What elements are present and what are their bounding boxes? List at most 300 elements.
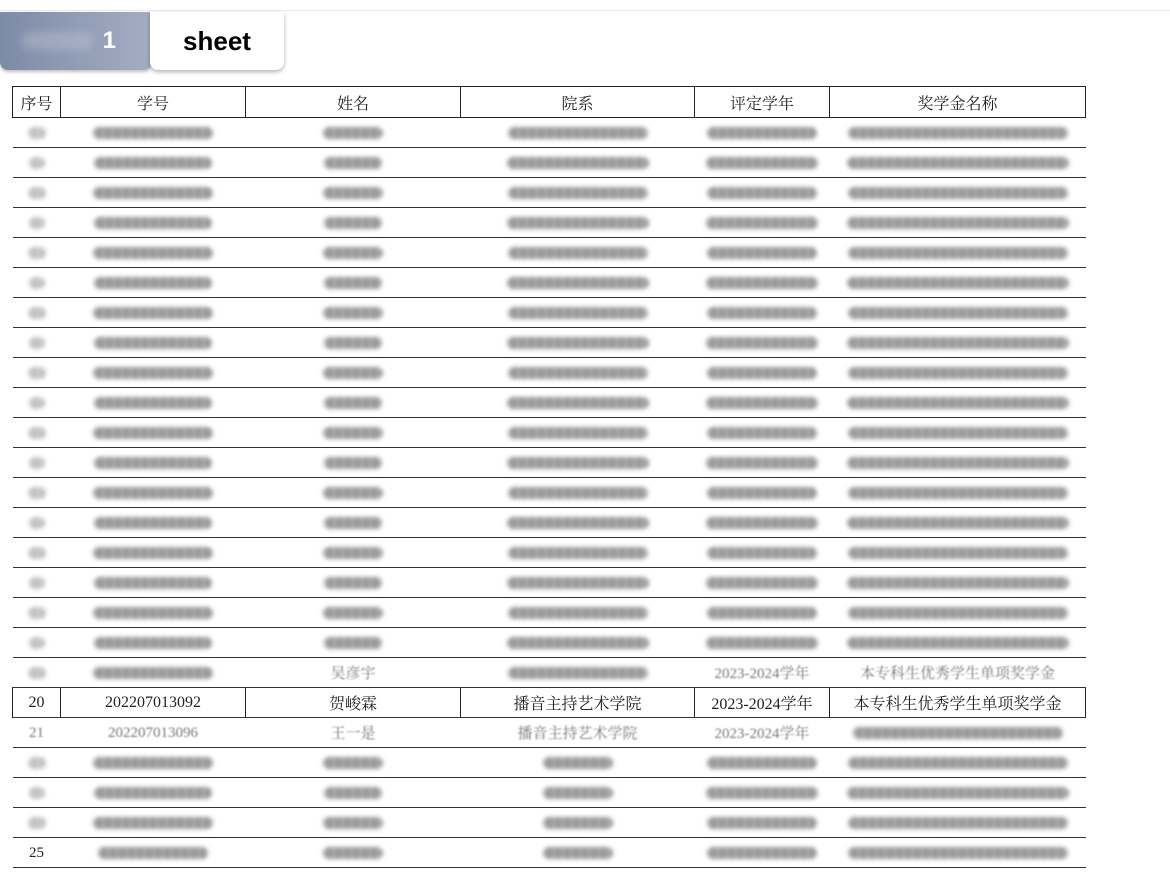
cell-department[interactable] <box>461 598 695 628</box>
cell-name[interactable] <box>246 358 461 388</box>
cell-name[interactable] <box>246 148 461 178</box>
cell-index[interactable] <box>13 538 61 568</box>
redacted-text <box>706 577 818 589</box>
cell-index[interactable]: 21 <box>13 718 61 748</box>
cell-index[interactable] <box>13 748 61 778</box>
cell-name[interactable] <box>246 388 461 418</box>
cell-name[interactable] <box>246 598 461 628</box>
cell-student-id[interactable] <box>61 508 246 538</box>
table-row[interactable] <box>13 508 1086 538</box>
cell-award[interactable] <box>830 808 1086 838</box>
table-row[interactable] <box>13 658 1086 688</box>
redacted-text <box>94 637 212 649</box>
cell-department[interactable] <box>461 208 695 238</box>
cell-student-id[interactable] <box>61 838 246 868</box>
cell-department[interactable] <box>461 568 695 598</box>
cell-student-id[interactable] <box>61 148 246 178</box>
redacted-text <box>94 577 212 589</box>
cell-award[interactable] <box>830 298 1086 328</box>
table-row[interactable] <box>13 358 1086 388</box>
redacted-text <box>93 427 213 439</box>
header-department[interactable]: 院系 <box>461 87 695 118</box>
table-row[interactable] <box>13 328 1086 358</box>
redacted-text <box>94 337 212 349</box>
redacted-text <box>848 307 1068 319</box>
cell-award[interactable] <box>830 328 1086 358</box>
cell-year[interactable]: 2023-2024学年 <box>695 718 830 748</box>
redacted-text <box>507 397 649 409</box>
cell-year[interactable] <box>695 808 830 838</box>
cell-department[interactable] <box>461 448 695 478</box>
table-row[interactable] <box>13 838 1086 868</box>
redacted-text <box>706 517 818 529</box>
cell-student-id[interactable] <box>61 778 246 808</box>
cell-award[interactable] <box>830 748 1086 778</box>
redacted-text <box>29 277 45 289</box>
redacted-text <box>93 367 213 379</box>
table-row[interactable] <box>13 538 1086 568</box>
redacted-text <box>847 577 1069 589</box>
redacted-text <box>323 307 383 319</box>
redacted-text <box>847 277 1069 289</box>
table-row[interactable] <box>13 478 1086 508</box>
table-row[interactable] <box>13 718 1086 748</box>
redacted-text <box>847 337 1069 349</box>
redacted-text <box>29 337 45 349</box>
cell-name[interactable] <box>246 838 461 868</box>
cell-year[interactable] <box>695 478 830 508</box>
cell-index[interactable] <box>13 508 61 538</box>
redacted-text <box>93 487 213 499</box>
cell-department[interactable] <box>461 148 695 178</box>
redacted-text <box>848 607 1068 619</box>
cell-award[interactable] <box>830 148 1086 178</box>
redacted-text <box>324 277 382 289</box>
cell-name[interactable] <box>246 568 461 598</box>
cell-index[interactable] <box>13 298 61 328</box>
redacted-text <box>543 757 613 769</box>
header-award[interactable]: 奖学金名称 <box>830 87 1086 118</box>
cell-name[interactable] <box>246 208 461 238</box>
cell-name[interactable] <box>246 748 461 778</box>
redacted-text <box>28 757 46 769</box>
cell-index[interactable] <box>13 808 61 838</box>
redacted-text <box>323 427 383 439</box>
redacted-text <box>323 547 383 559</box>
redacted-text <box>707 607 817 619</box>
cell-student-id[interactable] <box>61 808 246 838</box>
table-row[interactable] <box>13 628 1086 658</box>
cell-year[interactable] <box>695 358 830 388</box>
redacted-text <box>847 637 1069 649</box>
cell-student-id[interactable] <box>61 568 246 598</box>
redacted-text <box>28 547 46 559</box>
cell-department[interactable]: 播音主持艺术学院 <box>461 688 695 718</box>
cell-department[interactable] <box>461 778 695 808</box>
tab-redaction <box>22 32 92 50</box>
redacted-text <box>848 187 1068 199</box>
cell-year[interactable]: 2023-2024学年 <box>695 688 830 718</box>
header-row <box>13 87 1086 118</box>
redacted-text <box>323 607 383 619</box>
redacted-text <box>706 217 818 229</box>
redacted-text <box>324 217 382 229</box>
redacted-text <box>93 757 213 769</box>
redacted-text <box>543 787 613 799</box>
redacted-text <box>28 487 46 499</box>
redacted-text <box>707 247 817 259</box>
redacted-text <box>508 547 648 559</box>
table-row[interactable] <box>13 418 1086 448</box>
cell-department[interactable] <box>461 538 695 568</box>
header-year[interactable]: 评定学年 <box>695 87 830 118</box>
tab-label: 1 <box>102 27 116 54</box>
cell-award[interactable] <box>830 268 1086 298</box>
redacted-text <box>507 577 649 589</box>
cell-year[interactable] <box>695 448 830 478</box>
cell-year[interactable] <box>695 538 830 568</box>
redacted-text <box>508 367 648 379</box>
cell-name[interactable]: 吴彦宇 <box>246 658 461 688</box>
redacted-text <box>507 517 649 529</box>
cell-year[interactable] <box>695 838 830 868</box>
cell-student-id[interactable] <box>61 208 246 238</box>
redacted-text <box>93 607 213 619</box>
redacted-text <box>29 217 45 229</box>
redacted-text <box>29 517 45 529</box>
redacted-text <box>324 577 382 589</box>
table-row[interactable] <box>13 808 1086 838</box>
cell-year[interactable] <box>695 418 830 448</box>
table-row[interactable] <box>13 208 1086 238</box>
cell-year[interactable] <box>695 568 830 598</box>
cell-name[interactable] <box>246 778 461 808</box>
header-index[interactable]: 序号 <box>13 87 61 118</box>
cell-index[interactable] <box>13 418 61 448</box>
cell-student-id[interactable] <box>61 238 246 268</box>
cell-award[interactable] <box>830 778 1086 808</box>
top-divider <box>0 10 1170 11</box>
cell-department[interactable] <box>461 178 695 208</box>
redacted-text <box>29 397 45 409</box>
redacted-text <box>28 607 46 619</box>
header-student-id[interactable]: 学号 <box>61 87 246 118</box>
redacted-text <box>508 487 648 499</box>
cell-name[interactable] <box>246 118 461 148</box>
redacted-text <box>706 637 818 649</box>
redacted-text <box>507 157 649 169</box>
redacted-text <box>94 397 212 409</box>
sheet-tab-bar <box>0 12 300 70</box>
redacted-text <box>507 337 649 349</box>
redacted-text <box>94 787 212 799</box>
cell-name[interactable] <box>246 478 461 508</box>
redacted-text <box>324 637 382 649</box>
cell-department[interactable] <box>461 298 695 328</box>
scholarship-table <box>12 86 1085 868</box>
cell-name[interactable] <box>246 238 461 268</box>
cell-name[interactable]: 王一是 <box>246 718 461 748</box>
redacted-text <box>28 127 46 139</box>
cell-student-id[interactable] <box>61 478 246 508</box>
redacted-text <box>847 397 1069 409</box>
cell-index[interactable] <box>13 568 61 598</box>
cell-department[interactable]: 播音主持艺术学院 <box>461 718 695 748</box>
redacted-text <box>707 187 817 199</box>
cell-award[interactable]: 本专科生优秀学生单项奖学金 <box>830 688 1086 718</box>
redacted-text <box>324 787 382 799</box>
cell-index[interactable] <box>13 118 61 148</box>
redacted-text <box>848 127 1068 139</box>
redacted-text <box>848 367 1068 379</box>
cell-index[interactable] <box>13 208 61 238</box>
cell-student-id[interactable] <box>61 268 246 298</box>
tab-label: sheet <box>183 25 251 56</box>
redacted-text <box>707 127 817 139</box>
cell-award[interactable] <box>830 718 1086 748</box>
cell-index[interactable] <box>13 388 61 418</box>
cell-award[interactable] <box>830 238 1086 268</box>
tab-sheet-1[interactable] <box>0 12 152 70</box>
cell-student-id[interactable] <box>61 178 246 208</box>
redacted-text <box>93 817 213 829</box>
cell-student-id[interactable] <box>61 448 246 478</box>
cell-department[interactable] <box>461 628 695 658</box>
cell-name[interactable] <box>246 178 461 208</box>
redacted-text <box>28 307 46 319</box>
redacted-text <box>508 127 648 139</box>
data-grid <box>12 86 1086 868</box>
redacted-text <box>28 427 46 439</box>
table-row[interactable] <box>13 178 1086 208</box>
redacted-text <box>706 787 818 799</box>
cell-name[interactable] <box>246 628 461 658</box>
cell-department[interactable] <box>461 358 695 388</box>
cell-index[interactable]: 25 <box>13 838 61 868</box>
cell-year[interactable]: 2023-2024学年 <box>695 658 830 688</box>
cell-award[interactable]: 本专科生优秀学生单项奖学金 <box>830 658 1086 688</box>
redacted-text <box>848 247 1068 259</box>
cell-award[interactable] <box>830 448 1086 478</box>
cell-index[interactable] <box>13 358 61 388</box>
redacted-text <box>847 787 1069 799</box>
cell-student-id[interactable]: 202207013092 <box>61 688 246 718</box>
tab-sheet[interactable] <box>150 12 284 70</box>
cell-department[interactable] <box>461 238 695 268</box>
cell-name[interactable] <box>246 268 461 298</box>
cell-student-id[interactable] <box>61 598 246 628</box>
table-row[interactable] <box>13 148 1086 178</box>
redacted-text <box>848 427 1068 439</box>
table-row[interactable] <box>13 448 1086 478</box>
cell-index[interactable] <box>13 148 61 178</box>
cell-department[interactable] <box>461 418 695 448</box>
redacted-text <box>93 247 213 259</box>
cell-award[interactable] <box>830 508 1086 538</box>
redacted-text <box>507 637 649 649</box>
redacted-text <box>706 337 818 349</box>
redacted-text <box>707 487 817 499</box>
cell-student-id[interactable] <box>61 748 246 778</box>
redacted-text <box>707 817 817 829</box>
cell-student-id[interactable] <box>61 298 246 328</box>
cell-year[interactable] <box>695 268 830 298</box>
cell-department[interactable] <box>461 658 695 688</box>
cell-index[interactable]: 20 <box>13 688 61 718</box>
redacted-text <box>323 247 383 259</box>
cell-year[interactable] <box>695 508 830 538</box>
redacted-text <box>29 577 45 589</box>
cell-year[interactable] <box>695 778 830 808</box>
cell-name[interactable] <box>246 328 461 358</box>
redacted-text <box>847 517 1069 529</box>
cell-name[interactable]: 贺峻霖 <box>246 688 461 718</box>
cell-year[interactable] <box>695 118 830 148</box>
redacted-text <box>848 547 1068 559</box>
cell-student-id[interactable] <box>61 388 246 418</box>
redacted-text <box>323 367 383 379</box>
cell-name[interactable] <box>246 508 461 538</box>
redacted-text <box>706 277 818 289</box>
cell-index[interactable] <box>13 268 61 298</box>
cell-name[interactable] <box>246 298 461 328</box>
cell-department[interactable] <box>461 388 695 418</box>
cell-award[interactable] <box>830 358 1086 388</box>
cell-name[interactable] <box>246 808 461 838</box>
table-row[interactable] <box>13 778 1086 808</box>
cell-student-id[interactable] <box>61 538 246 568</box>
cell-year[interactable] <box>695 208 830 238</box>
cell-index[interactable] <box>13 238 61 268</box>
cell-index[interactable] <box>13 628 61 658</box>
cell-index[interactable] <box>13 328 61 358</box>
redacted-text <box>707 547 817 559</box>
table-row[interactable] <box>13 268 1086 298</box>
redacted-text <box>29 457 45 469</box>
redacted-text <box>324 457 382 469</box>
redacted-text <box>323 757 383 769</box>
cell-year[interactable] <box>695 388 830 418</box>
cell-index[interactable] <box>13 658 61 688</box>
cell-year[interactable] <box>695 298 830 328</box>
redacted-text <box>323 487 383 499</box>
redacted-text <box>707 307 817 319</box>
cell-student-id[interactable] <box>61 418 246 448</box>
cell-index[interactable] <box>13 178 61 208</box>
redacted-text <box>508 607 648 619</box>
cell-name[interactable] <box>246 448 461 478</box>
cell-student-id[interactable] <box>61 328 246 358</box>
cell-award[interactable] <box>830 568 1086 598</box>
cell-year[interactable] <box>695 238 830 268</box>
redacted-text <box>94 277 212 289</box>
table-row[interactable] <box>13 598 1086 628</box>
cell-award[interactable] <box>830 838 1086 868</box>
cell-year[interactable] <box>695 148 830 178</box>
cell-student-id[interactable] <box>61 628 246 658</box>
cell-department[interactable] <box>461 118 695 148</box>
redacted-text <box>29 787 45 799</box>
redacted-text <box>323 127 383 139</box>
redacted-text <box>93 187 213 199</box>
redacted-text <box>28 187 46 199</box>
redacted-text <box>28 247 46 259</box>
table-row[interactable] <box>13 238 1086 268</box>
cell-department[interactable] <box>461 838 695 868</box>
cell-award[interactable] <box>830 628 1086 658</box>
cell-award[interactable] <box>830 178 1086 208</box>
cell-year[interactable] <box>695 328 830 358</box>
redacted-text <box>848 817 1068 829</box>
redacted-text <box>94 517 212 529</box>
table-row[interactable] <box>13 748 1086 778</box>
table-row[interactable] <box>13 118 1086 148</box>
cell-award[interactable] <box>830 538 1086 568</box>
table-row[interactable] <box>13 298 1086 328</box>
cell-year[interactable] <box>695 628 830 658</box>
redacted-text <box>706 457 818 469</box>
table-row[interactable] <box>13 688 1086 718</box>
cell-student-id[interactable]: 202207013096 <box>61 718 246 748</box>
redacted-text <box>29 637 45 649</box>
redacted-text <box>324 397 382 409</box>
redacted-text <box>707 427 817 439</box>
cell-department[interactable] <box>461 478 695 508</box>
cell-index[interactable] <box>13 778 61 808</box>
table-row[interactable] <box>13 568 1086 598</box>
redacted-text <box>706 157 818 169</box>
table-row[interactable] <box>13 388 1086 418</box>
cell-award[interactable] <box>830 118 1086 148</box>
cell-student-id[interactable] <box>61 358 246 388</box>
cell-student-id[interactable] <box>61 658 246 688</box>
redacted-text <box>543 817 613 829</box>
cell-index[interactable] <box>13 598 61 628</box>
cell-department[interactable] <box>461 808 695 838</box>
cell-department[interactable] <box>461 508 695 538</box>
cell-name[interactable] <box>246 418 461 448</box>
redacted-text <box>508 427 648 439</box>
redacted-text <box>28 367 46 379</box>
cell-index[interactable] <box>13 478 61 508</box>
cell-student-id[interactable] <box>61 118 246 148</box>
redacted-text <box>707 367 817 379</box>
cell-year[interactable] <box>695 748 830 778</box>
cell-award[interactable] <box>830 598 1086 628</box>
redacted-text <box>93 547 213 559</box>
redacted-text <box>324 337 382 349</box>
header-name[interactable]: 姓名 <box>246 87 461 118</box>
cell-department[interactable] <box>461 268 695 298</box>
redacted-text <box>29 157 45 169</box>
redacted-text <box>848 757 1068 769</box>
cell-award[interactable] <box>830 418 1086 448</box>
cell-name[interactable] <box>246 538 461 568</box>
redacted-text <box>847 217 1069 229</box>
redacted-text <box>507 217 649 229</box>
cell-award[interactable] <box>830 388 1086 418</box>
cell-department[interactable] <box>461 748 695 778</box>
cell-year[interactable] <box>695 178 830 208</box>
cell-award[interactable] <box>830 208 1086 238</box>
cell-year[interactable] <box>695 598 830 628</box>
cell-award[interactable] <box>830 478 1086 508</box>
redacted-text <box>28 817 46 829</box>
redacted-text <box>94 457 212 469</box>
cell-index[interactable] <box>13 448 61 478</box>
cell-department[interactable] <box>461 328 695 358</box>
redacted-text <box>94 217 212 229</box>
